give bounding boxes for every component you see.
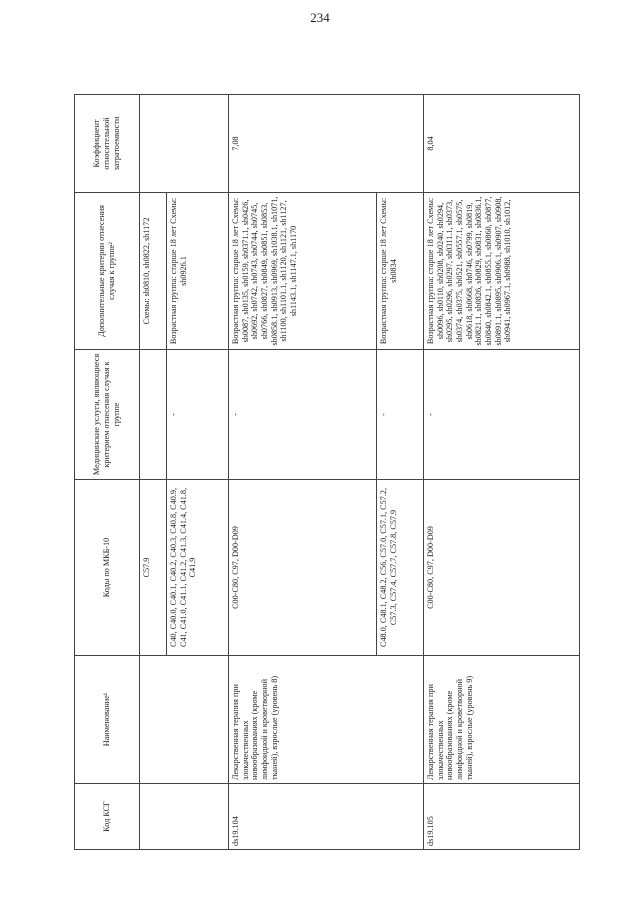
cell-code [140, 784, 229, 850]
page-number: 234 [310, 10, 330, 25]
header-extra: Дополнительные критерии отнесения случая к группе² [75, 193, 140, 350]
cell-extra: Возрастная группа: старше 18 лет Схемы: sh0926.1 [167, 193, 229, 350]
ksg-table [74, 94, 580, 850]
table-row [229, 95, 377, 850]
header-services: Медицинские услуги, являющиеся критерием отнесения случая к группе [75, 350, 140, 480]
cell-coef [140, 95, 229, 193]
cell-services: - [377, 350, 424, 480]
header-name: Наименование¹ [75, 656, 140, 784]
cell-services: - [229, 350, 377, 480]
cell-extra: Схемы: sh0810, sh0822, sh1172 [140, 193, 167, 350]
cell-icd: C57.9 [140, 480, 167, 656]
cell-icd: C00-C80, C97, D00-D09 [424, 480, 580, 656]
cell-extra: Возрастная группа: старше 18 лет Схемы: sh0087, sh0135, sh0159, sh0371.1, sh0426, sh0692, sh0742, sh0743, sh0744, sh0745, sh0766, sh0827, sh0849, sh0851, sh0853, sh0858.1, sh0913, sh0969, sh1038.1, sh1071, sh1100, sh1101.1, sh1120, sh1121, sh1127, sh1143.1, sh1147.1, sh1170 [229, 193, 377, 350]
cell-extra: Возрастная группа: старше 18 лет Схемы: sh0096, sh0110, sh0208, sh0240, sh0294, sh0295, sh0296, sh0297, sh0311.1, sh0373, sh0374, sh0375, sh0521, sh0557.1, sh0575, sh0618, sh0668, sh0746, sh0799, sh0819, sh0821.1, sh0826, sh0829, sh0831, sh0836.1, sh0840, sh0842.1, sh0855.1, sh0860, sh0877, sh0891.1, sh0895, sh0906.1, sh0907, sh0908, sh0941, sh0967.1, sh0988, sh1010, sh1012, [424, 193, 580, 350]
cell-icd: C40, C40.0, C40.1, C40.2, C40.3, C40.8, C40.9, C41, C41.0, C41.1, C41.2, C41.3, C41.4, C41.8, C41.9 [167, 480, 229, 656]
cell-services: - [167, 350, 229, 480]
cell-name: Лекарственная терапия при злокачественных новообразованиях (кроме лимфоидной и кроветворной тканей), взрослые (уровень 9) [424, 656, 580, 784]
table-row [424, 95, 580, 850]
cell-extra: Возрастная группа: старше 18 лет Схемы: sh0834 [377, 193, 424, 350]
cell-code: ds19.105 [424, 784, 580, 850]
header-coef: Коэффициент относительной затратоемкости [75, 95, 140, 193]
cell-coef: 7,08 [229, 95, 424, 193]
header-row [75, 95, 140, 850]
cell-icd: C48.0, C48.1, C48.2, C56, C57.0, C57.1, C57.2, C57.3, C57.4, C57.7, C57.8, C57.9 [377, 480, 424, 656]
cell-services [140, 350, 167, 480]
cell-services: - [424, 350, 580, 480]
header-icd: Коды по МКБ-10 [75, 480, 140, 656]
table-row [140, 95, 167, 850]
cell-name [140, 656, 229, 784]
cell-icd: C00-C80, C97, D00-D09 [229, 480, 377, 656]
header-code: Код КСГ [75, 784, 140, 850]
cell-coef: 8,04 [424, 95, 580, 193]
cell-code: ds19.104 [229, 784, 424, 850]
cell-name: Лекарственная терапия при злокачественных новообразованиях (кроме лимфоидной и кроветворной тканей), взрослые (уровень 8) [229, 656, 424, 784]
rotated-table-container [74, 95, 579, 850]
